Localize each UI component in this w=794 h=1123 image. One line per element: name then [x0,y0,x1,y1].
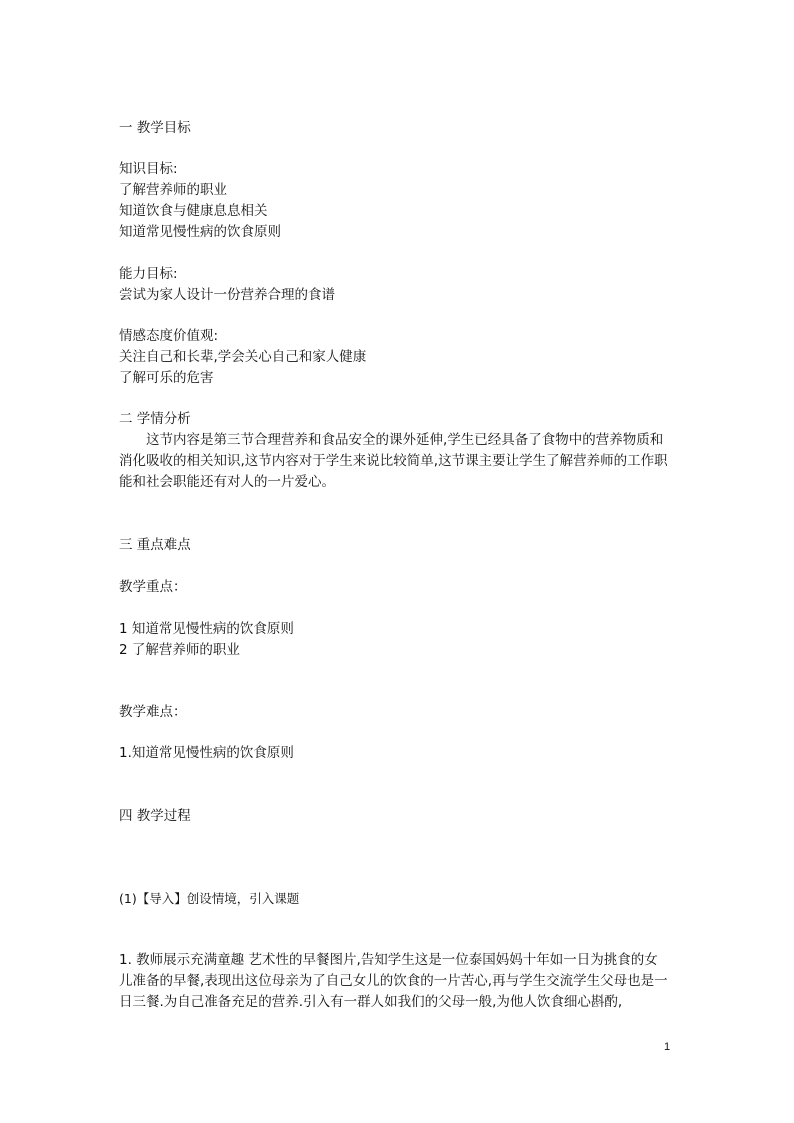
section-heading-objectives: 一 教学目标 [119,120,191,136]
ability-objectives-label: 能力目标: [119,266,178,282]
emotion-objectives-label: 情感态度价值观: [119,328,219,344]
key-point-item: 2 了解营养师的职业 [119,642,240,658]
analysis-paragraph: 这节内容是第三节合理营养和食品安全的课外延伸,学生已经具备了食物中的营养物质和消化吸收的相关知识,这节内容对于学生来说比较简单,这节课主要让学生了解营养师的工作职能和社会职能还有对人的一片爱心。 [119,432,668,490]
key-points-label: 教学重点： [119,579,187,595]
knowledge-item: 知道常见慢性病的饮食原则 [119,224,281,240]
process-step-title: (1)【导入】创设情境，引入课题 [119,891,300,906]
emotion-item: 关注自己和长辈,学会关心自己和家人健康 [119,349,367,365]
emotion-item: 了解可乐的危害 [119,370,214,386]
process-step-paragraph: 1. 教师展示充满童趣 艺术性的早餐图片,告知学生这是一位泰国妈妈十年如一日为挑食的女儿准备的早餐,表现出这位母亲为了自己女儿的饮食的一片苦心,再与学生交流学生父母也是一日三餐.为自己准备充足的营养.引入有一群人如我们的父母一般,为他人饮食细心斟酌, [119,952,668,1010]
knowledge-item: 了解营养师的职业 [119,182,227,198]
section-heading-process: 四 教学过程 [119,808,191,824]
section-heading-key-points: 三 重点难点 [119,537,191,553]
knowledge-objectives-label: 知识目标: [119,161,178,177]
key-point-item: 1 知道常见慢性病的饮食原则 [119,621,294,637]
page-number: 1 [664,1041,671,1053]
difficulty-item: 1.知道常见慢性病的饮食原则 [119,745,294,761]
ability-item: 尝试为家人设计一份营养合理的食谱 [119,287,335,303]
section-heading-analysis: 二 学情分析 [119,411,191,427]
difficulty-label: 教学难点： [119,704,187,720]
knowledge-item: 知道饮食与健康息息相关 [119,203,268,219]
